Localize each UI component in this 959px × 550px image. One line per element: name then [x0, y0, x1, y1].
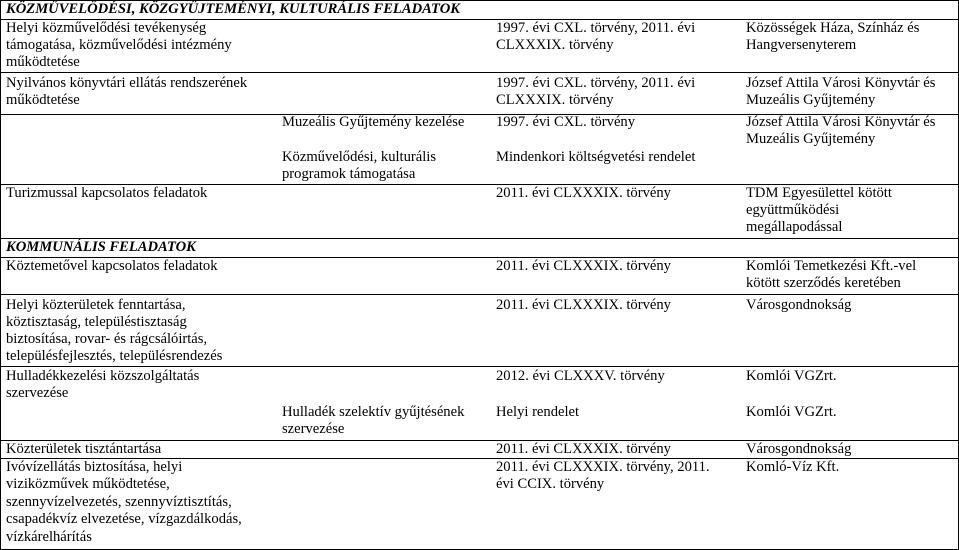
- law-line: 2011. évi CLXXXIX. törvény: [496, 441, 671, 457]
- law-line: 1997. évi CXL. törvény, 2011. évi: [496, 20, 696, 36]
- section-heading-communal: KOMMUNÁLIS FELADATOK: [6, 239, 196, 255]
- task-line: Helyi közterületek fenntartása,: [6, 297, 186, 313]
- subtask-line: Muzeális Gyűjtemény kezelése: [282, 114, 465, 130]
- section-heading-culture: KÖZMŰVELŐDÉSI, KÖZGYŰJTEMÉNYI, KULTURÁLIS FELADATOK: [6, 1, 460, 17]
- task-line: Nyilvános könyvtári ellátás rendszerének: [6, 75, 248, 91]
- executor-line: TDM Egyesülettel kötött: [746, 185, 892, 201]
- law-line: Mindenkori költségvetési rendelet: [496, 149, 696, 165]
- law-line: CLXXXIX. törvény: [496, 92, 614, 108]
- law-line: 1997. évi CXL. törvény: [496, 114, 636, 130]
- law-line: 1997. évi CXL. törvény, 2011. évi: [496, 75, 696, 91]
- executor-line: József Attila Városi Könyvtár és: [746, 114, 936, 130]
- law-line: 2012. évi CLXXXV. törvény: [496, 368, 665, 384]
- executor-line: Városgondnokság: [746, 441, 852, 457]
- border-left: [0, 0, 1, 550]
- law-line: 2011. évi CLXXXIX. törvény, 2011.: [496, 459, 710, 475]
- task-line: Köztemetővel kapcsolatos feladatok: [6, 258, 218, 274]
- task-line: köztisztaság, településtisztaság: [6, 314, 187, 330]
- task-line: településfejlesztés, településrendezés: [6, 348, 223, 364]
- executor-line: Komlói VGZrt.: [746, 368, 837, 384]
- executor-line: Közösségek Háza, Színház és: [746, 20, 920, 36]
- task-line: csapadékvíz elvezetése, vízgazdálkodás,: [6, 511, 242, 527]
- law-line: 2011. évi CLXXXIX. törvény: [496, 185, 671, 201]
- task-line: Hulladékkezelési közszolgáltatás: [6, 368, 200, 384]
- task-line: szennyvízelvezetés, szennyvíztisztítás,: [6, 494, 232, 510]
- task-line: Ivóvízellátás biztosítása, helyi: [6, 459, 183, 475]
- task-line: Helyi közművelődési tevékenység: [6, 20, 207, 36]
- subtask-line: Hulladék szelektív gyűjtésének: [282, 404, 465, 420]
- executor-line: Muzeális Gyűjtemény: [746, 92, 876, 108]
- law-line: 2011. évi CLXXXIX. törvény: [496, 258, 671, 274]
- executor-line: kötött szerződés keretében: [746, 275, 901, 291]
- task-line: működtetése: [6, 54, 80, 70]
- law-line: évi CCIX. törvény: [496, 476, 605, 492]
- task-line: vízkárelhárítás: [6, 529, 92, 545]
- task-line: Közterületek tisztántartása: [6, 441, 162, 457]
- executor-line: együttműködési: [746, 202, 840, 218]
- law-line: 2011. évi CLXXXIX. törvény: [496, 297, 671, 313]
- task-line: támogatása, közművelődési intézmény: [6, 37, 232, 53]
- law-line: CLXXXIX. törvény: [496, 37, 614, 53]
- executor-line: Muzeális Gyűjtemény: [746, 131, 876, 147]
- task-line: működtetése: [6, 92, 80, 108]
- task-line: Turizmussal kapcsolatos feladatok: [6, 185, 208, 201]
- task-line: biztosítása, rovar- és rágcsálóirtás,: [6, 331, 208, 347]
- task-line: szervezése: [6, 385, 69, 401]
- border-after-row-7: [0, 366, 959, 367]
- border-after-row-1: [0, 72, 959, 73]
- executor-line: Városgondnokság: [746, 297, 852, 313]
- executor-line: megállapodással: [746, 219, 843, 235]
- executor-line: Komlói Temetkezési Kft.-vel: [746, 258, 917, 274]
- subtask-line: programok támogatása: [282, 166, 416, 182]
- executor-line: József Attila Városi Könyvtár és: [746, 75, 936, 91]
- law-line: Helyi rendelet: [496, 404, 580, 420]
- executor-line: Hangversenyterem: [746, 37, 857, 53]
- task-line: viziközművek működtetése,: [6, 476, 170, 492]
- border-after-row-6: [0, 294, 959, 295]
- subtask-line: Közművelődési, kulturális: [282, 149, 437, 165]
- subtask-line: szervezése: [282, 421, 345, 437]
- executor-line: Komlói VGZrt.: [746, 404, 837, 420]
- executor-line: Komló-Víz Kft.: [746, 459, 840, 475]
